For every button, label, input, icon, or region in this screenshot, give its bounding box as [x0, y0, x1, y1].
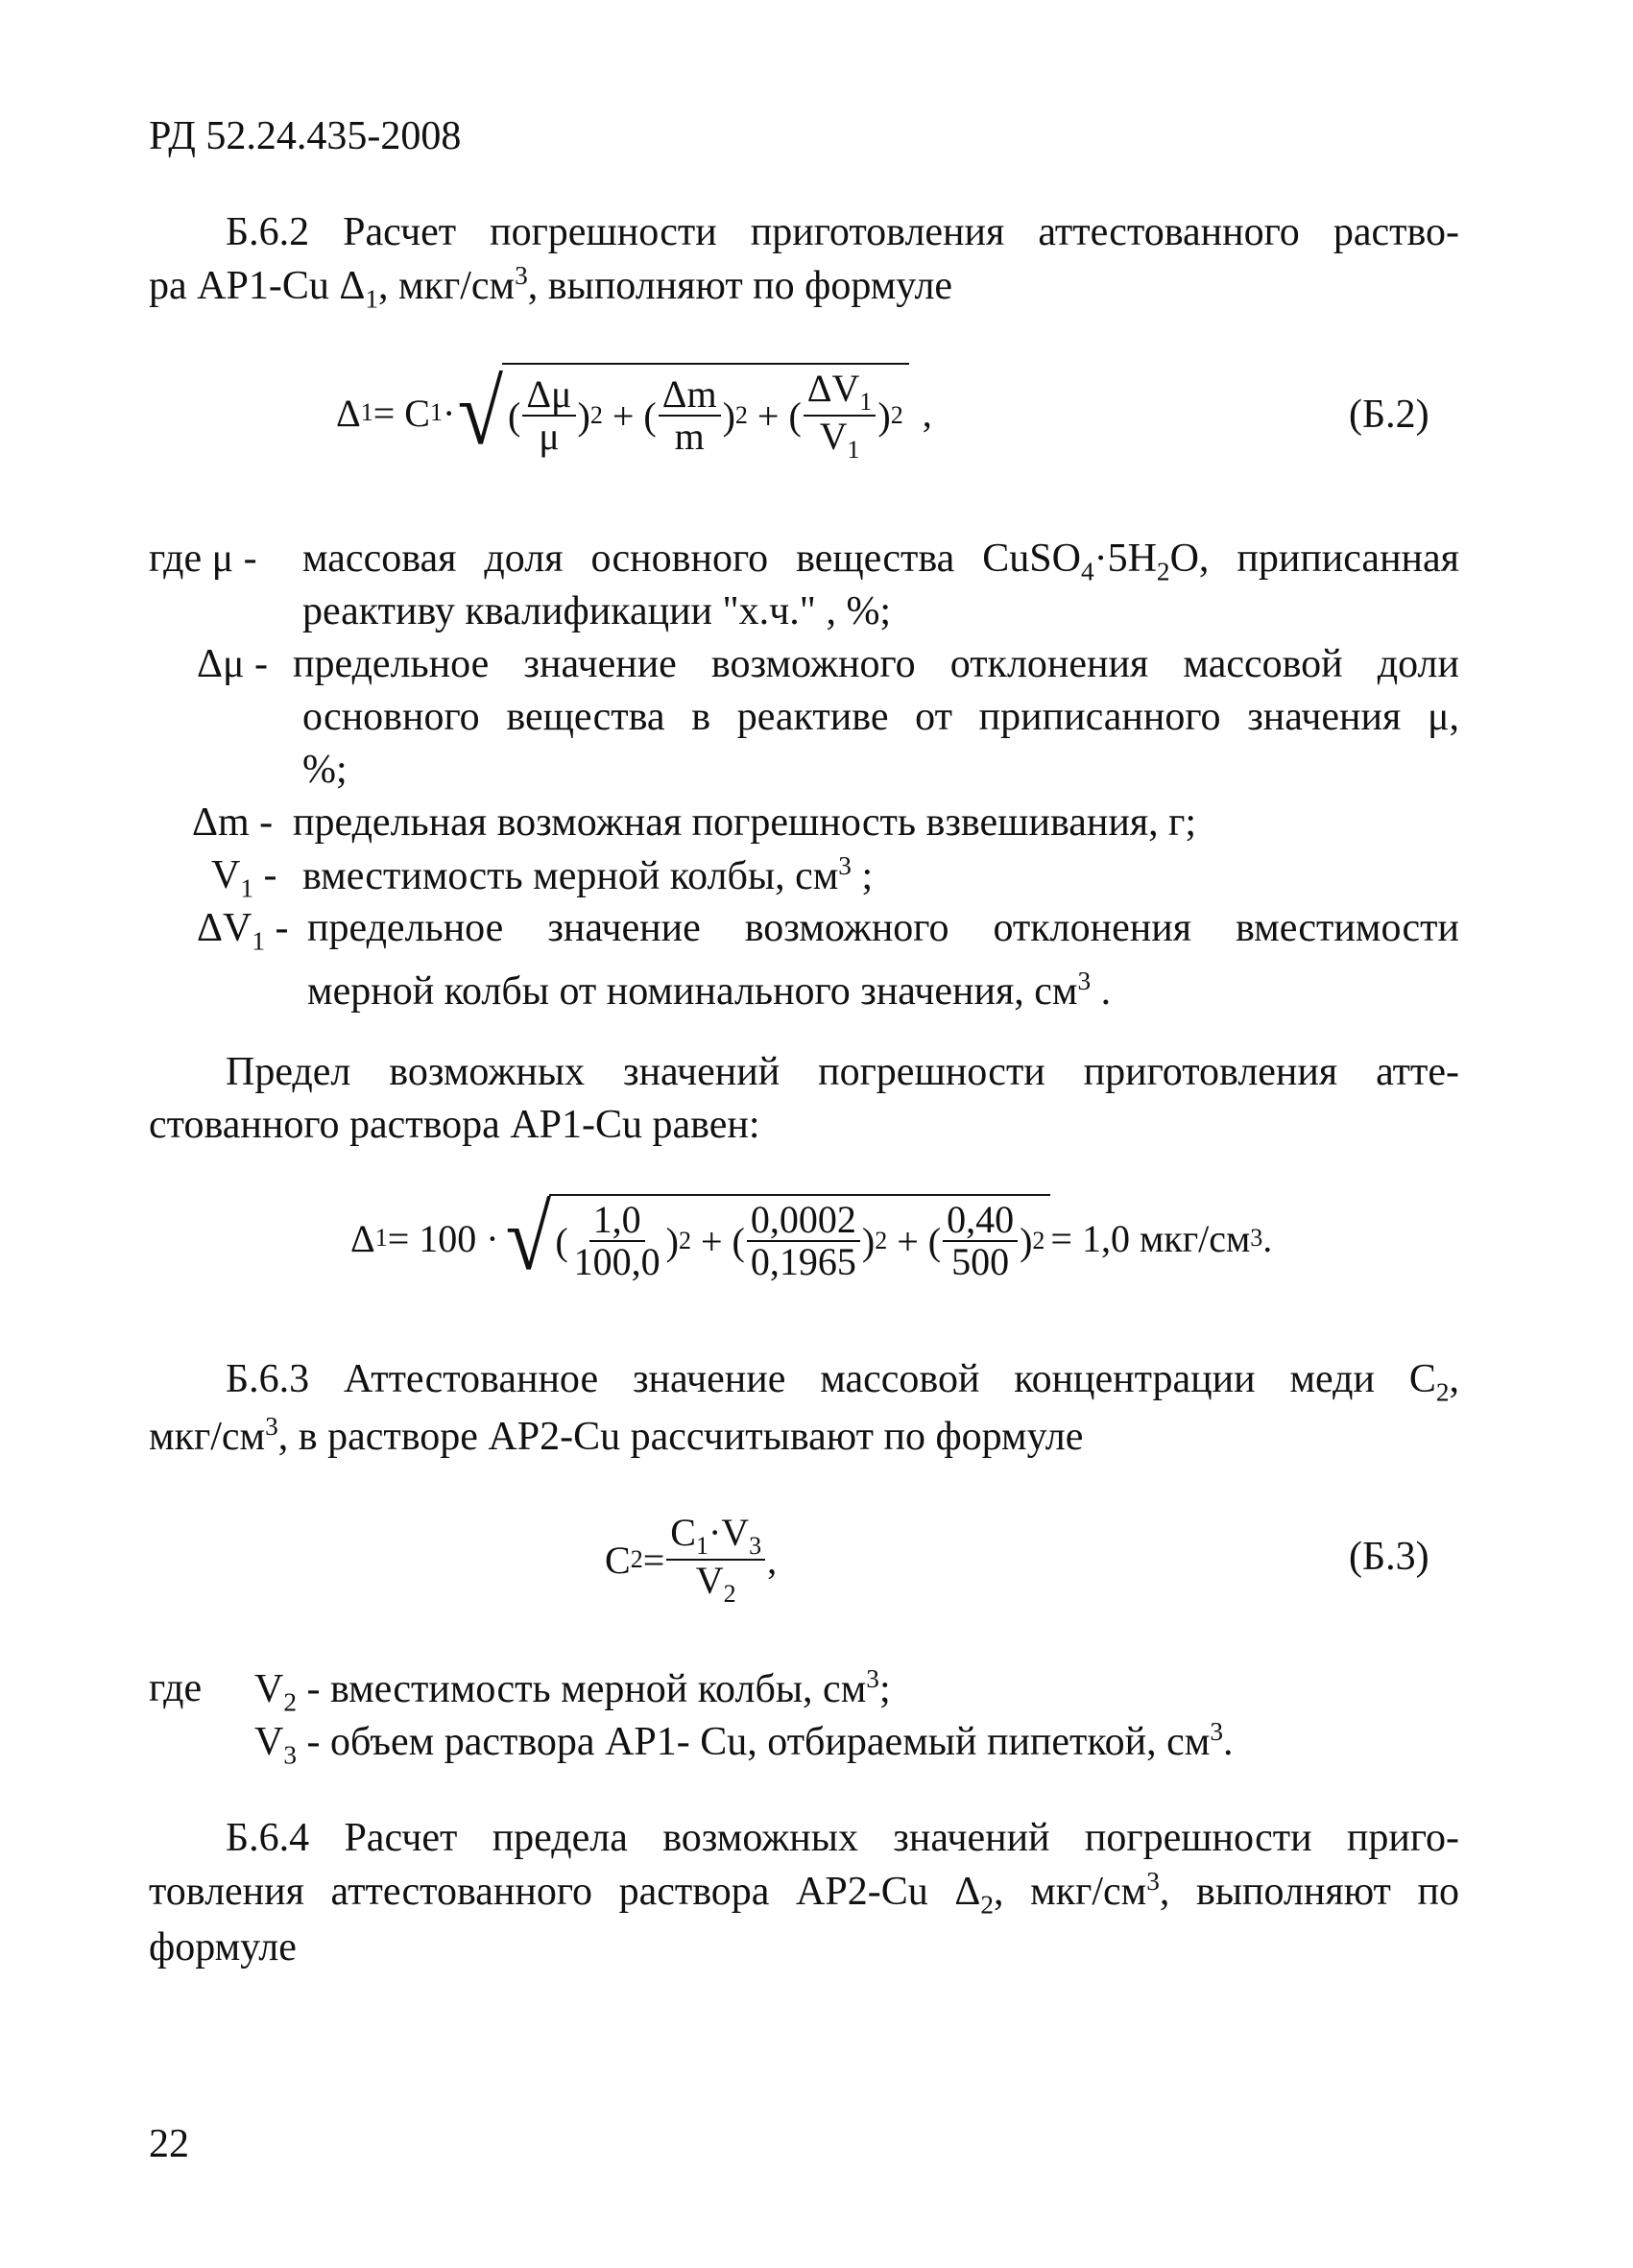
section-b64-paragraph: Б.6.4 Расчет предела возможных значений погрешности приго- товления аттестованного раствора АР2-Cu $\Delta_2$, мкг/$см^3$, выполняют по формуле [149, 1816, 1459, 1970]
formula-b3-fraction: $\frac{C_1\cdot V_3}{V_2}$ [666, 1513, 765, 1608]
limit-paragraph: Предел возможных значений погрешности приготовления атте- стованного раствора АР1-Cu равен: [149, 1050, 1459, 1147]
section-b62-line1: Б.6.2 Расчет погрешности приготовления аттестованного раство- [226, 210, 1459, 254]
document-header: РД 52.24.435-2008 [149, 114, 462, 158]
formula-b2-sqrt: √ ( $\frac{\Delta\mu}{\mu}$ ) 2 + ( $\frac{\Delta m}{m}$ ) 2 + ( $\frac{\Delta V_1}{V_1}$ ) 2 [455, 363, 908, 464]
page-number: 22 [149, 2122, 189, 2166]
definition-row: реактиву квалификации "х.ч." , %; [302, 589, 892, 633]
section-b62-line2: ра АР1-Cu $\Delta_1$, мкг/$см^3$, выполняют по формуле [149, 260, 953, 313]
formula-calculation-term1: $\frac{1,0}{100,0}$ [573, 1198, 660, 1283]
formula-b2-term2: $\frac{\Delta m}{m}$ [659, 374, 721, 457]
formula-b2: Δ 1 = C 1 · √ ( $\frac{\Delta\mu}{\mu}$ ) 2 + ( $\frac{\Delta m}{m}$ ) 2 + ( $\frac{\Delta V_1}{V_1}$ ) 2 , [336, 361, 932, 464]
definition-row: предельная возможная погрешность взвешивания, г; [293, 800, 1197, 845]
section-b62-paragraph [149, 206, 1459, 316]
formula-calculation-sqrt: √ ( $\frac{1,0}{100,0}$ ) 2 + ( $\frac{0,0002}{0,1965}$ ) 2 + ( $\frac{0,40}{500}$ ) 2 [503, 1192, 1051, 1284]
formula-b3-number: (Б.3) [1349, 1535, 1429, 1579]
definition-symbol: $V_1$ - [211, 853, 277, 903]
formula-b3: C 2 = $\frac{C_1\cdot V_3}{V_2}$ , [605, 1510, 778, 1608]
radical-sign-icon: √ [457, 361, 504, 464]
radical-sign-icon: √ [505, 1186, 551, 1289]
definition-row: $V_2$ - вместимость мерной колбы, $см^3$; [254, 1664, 891, 1717]
definition-row: %; [302, 748, 348, 792]
definition-row: вместимость мерной колбы, $см^3$ ; [302, 851, 874, 898]
formula-b2-number: (Б.2) [1349, 393, 1429, 437]
formula-b2-term1: $\frac{\Delta\mu}{\mu}$ [522, 374, 575, 457]
formula-b2-term3: $\frac{\Delta V_1}{V_1}$ [804, 369, 877, 464]
definition-symbol: Δm - [192, 800, 274, 845]
definition-symbol: где [149, 1666, 203, 1710]
formula-calculation-term2: $\frac{0,0002}{0,1965}$ [747, 1200, 860, 1282]
definition-row: $V_3$ - объем раствора АР1- Cu, отбираемый пипеткой, $см^3$. [254, 1717, 1234, 1770]
definition-row: предельное значение возможного отклонения вместимости [307, 906, 1459, 950]
definition-row: мерной колбы от номинального значения, $см^3$ . [307, 967, 1112, 1014]
formula-calculation: Δ 1 = 100 · √ ( $\frac{1,0}{100,0}$ ) 2 + ( $\frac{0,0002}{0,1965}$ ) 2 + ( $\frac{0,40}{500}$ ) 2 = 1,0 мкг/см 3 . [350, 1186, 1273, 1289]
section-b63-paragraph: Б.6.3 Аттестованное значение массовой концентрации меди $C_2$, мкг/$см^3$, в растворе АР2-Cu рассчитывают по формуле [149, 1357, 1459, 1459]
definition-symbol: $\Delta V_1$ - [197, 906, 289, 956]
definition-row: предельное значение возможного отклонения массовой доли [293, 642, 1459, 686]
definition-symbol: Δμ - [197, 642, 269, 686]
definition-row: основного вещества в реактиве от приписанного значения μ, [302, 695, 1459, 739]
formula-calculation-term3: $\frac{0,40}{500}$ [943, 1200, 1018, 1282]
